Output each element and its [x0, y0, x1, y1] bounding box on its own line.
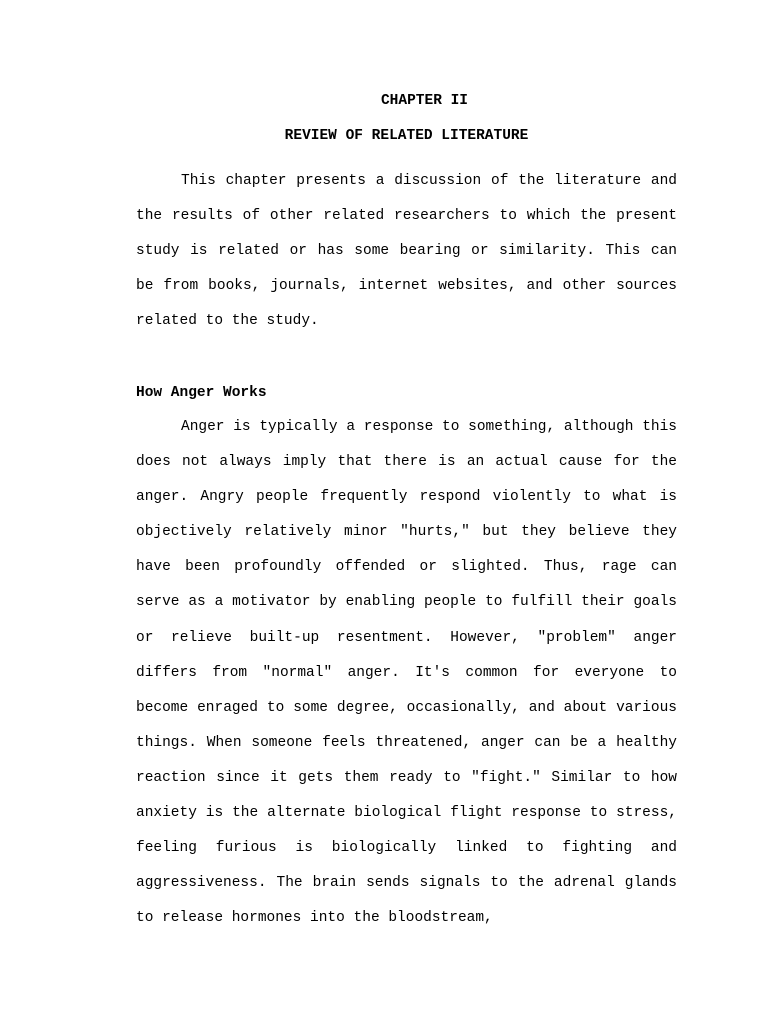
chapter-number: CHAPTER II: [380, 93, 468, 109]
section-paragraph: Anger is typically a response to something, although this does not always imply that there is an actual cause for the anger. Angry people frequently respond violently to what is objectively relatively minor "hurts," but they believe they have been profoundly offended or slighted. Thus, rage can serve as a motivator by enabling people to fulfill their goals or relieve built-up resentment. However, "problem" anger differs from "normal" anger. It's common for everyone to become enraged to some degree, occasionally, and about various things. When someone feels threatened, anger can be a healthy reaction since it gets them ready to "fight." Similar to how anxiety is the alternate biological flight response to stress, feeling furious is biologically linked to fighting and aggressiveness. The brain sends signals to the adrenal glands to release hormones into the bloodstream,: [136, 419, 677, 927]
chapter-title: REVIEW OF RELATED LITERATURE: [284, 128, 529, 144]
section-heading: How Anger Works: [136, 385, 267, 401]
intro-paragraph: This chapter presents a discussion of the literature and the results of other related researchers to which the present study is related or has some bearing or similarity. This can be from books, journals, internet websites, and other sources related to the study.: [136, 173, 677, 330]
